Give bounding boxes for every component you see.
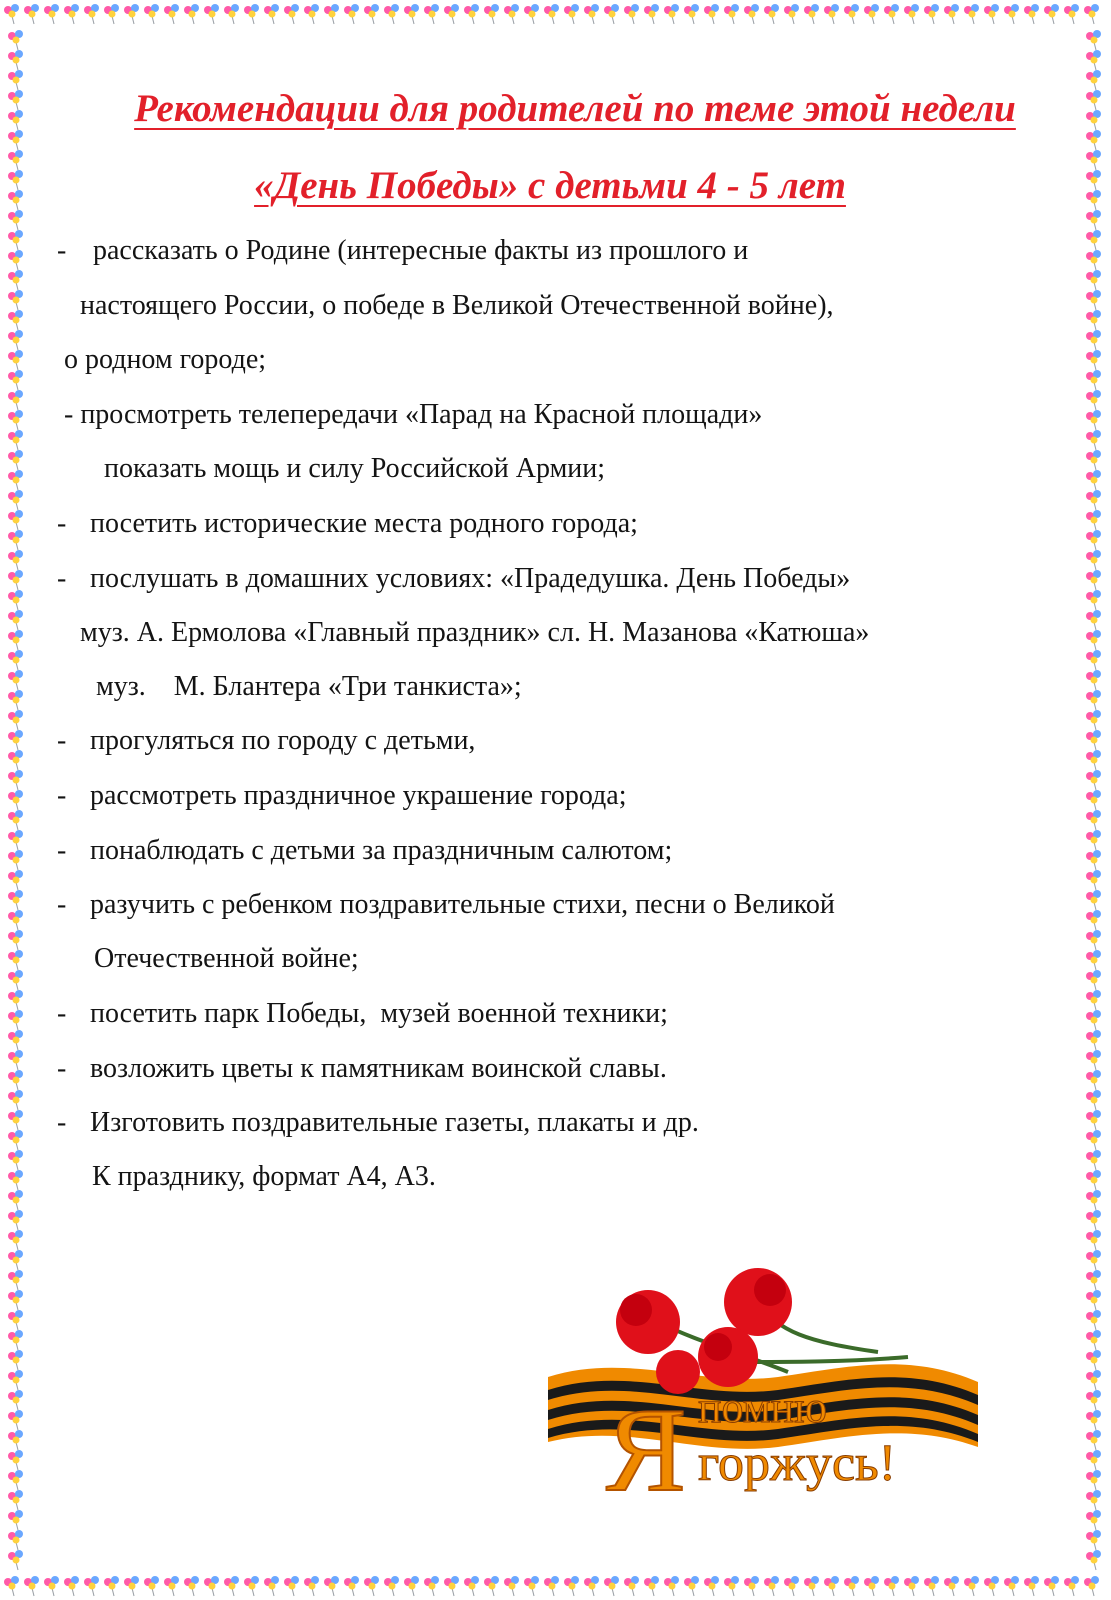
list-item-line: о родном городе; [64, 344, 267, 375]
balloon-icon [8, 1370, 23, 1390]
balloon-icon [8, 290, 23, 310]
balloon-icon [1086, 1370, 1101, 1390]
balloon-icon [8, 330, 23, 350]
balloon-icon [1086, 650, 1101, 670]
balloon-icon [1086, 250, 1101, 270]
balloon-icon [8, 50, 23, 70]
balloon-icon [8, 790, 23, 810]
balloon-icon [184, 4, 199, 24]
balloon-icon [544, 4, 559, 24]
balloon-icon [504, 4, 519, 24]
balloon-icon [24, 4, 39, 24]
balloon-icon [8, 250, 23, 270]
list-item-line: возложить цветы к памятникам воинской славы. [90, 1053, 667, 1084]
balloon-icon [644, 4, 659, 24]
balloon-icon [1086, 1270, 1101, 1290]
balloon-icon [8, 1270, 23, 1290]
balloon-icon [1086, 1350, 1101, 1370]
balloon-icon [924, 4, 939, 24]
balloon-icon [8, 970, 23, 990]
balloon-icon [364, 1576, 379, 1596]
balloon-icon [8, 1110, 23, 1130]
balloon-icon [304, 4, 319, 24]
balloon-icon [524, 4, 539, 24]
balloon-icon [1086, 950, 1101, 970]
bullet-dash: - [57, 508, 67, 539]
balloon-icon [8, 210, 23, 230]
balloon-icon [664, 1576, 679, 1596]
balloon-icon [1086, 830, 1101, 850]
balloon-icon [4, 1576, 19, 1596]
balloon-icon [724, 1576, 739, 1596]
balloon-icon [1086, 710, 1101, 730]
balloon-icon [424, 4, 439, 24]
page-title: Рекомендации для родителей по теме этой недели [134, 87, 1016, 130]
balloon-icon [104, 1576, 119, 1596]
balloon-icon [684, 4, 699, 24]
balloon-icon [84, 1576, 99, 1596]
balloon-icon [1004, 4, 1019, 24]
balloon-icon [8, 670, 23, 690]
balloon-icon [8, 230, 23, 250]
page-subtitle: «День Победы» с детьми 4 - 5 лет [254, 164, 846, 207]
balloon-icon [604, 1576, 619, 1596]
balloon-icon [8, 150, 23, 170]
balloon-icon [1086, 1330, 1101, 1350]
balloon-icon [904, 4, 919, 24]
balloon-icon [1086, 230, 1101, 250]
bullet-dash: - [57, 1053, 67, 1084]
balloon-icon [344, 1576, 359, 1596]
balloon-icon [1086, 470, 1101, 490]
balloon-icon [264, 1576, 279, 1596]
balloon-icon [504, 1576, 519, 1596]
list-item-line: послушать в домашних условиях: «Прадедушка. День Победы» [90, 563, 851, 594]
balloon-icon [544, 1576, 559, 1596]
balloon-icon [1086, 1050, 1101, 1070]
balloon-icon [1084, 1576, 1099, 1596]
balloon-icon [684, 1576, 699, 1596]
balloon-icon [1086, 350, 1101, 370]
balloon-icon [8, 830, 23, 850]
balloon-icon [1086, 1250, 1101, 1270]
balloon-icon [664, 4, 679, 24]
balloon-icon [1086, 430, 1101, 450]
balloon-icon [1086, 170, 1101, 190]
balloon-icon [1086, 130, 1101, 150]
balloon-icon [8, 510, 23, 530]
balloon-icon [8, 1290, 23, 1310]
balloon-icon [204, 1576, 219, 1596]
balloon-icon [1086, 390, 1101, 410]
balloon-icon [8, 70, 23, 90]
balloon-icon [1086, 1110, 1101, 1130]
balloon-icon [1086, 790, 1101, 810]
balloon-icon [224, 1576, 239, 1596]
balloon-icon [324, 1576, 339, 1596]
balloon-icon [1086, 370, 1101, 390]
list-item-line: - просмотреть телепередачи «Парад на Красной площади» [64, 399, 763, 430]
balloon-icon [404, 4, 419, 24]
balloon-icon [1086, 1530, 1101, 1550]
balloon-icon [1086, 1510, 1101, 1530]
balloon-icon [244, 4, 259, 24]
balloon-icon [8, 450, 23, 470]
balloon-icon [1086, 1490, 1101, 1510]
balloon-icon [1086, 670, 1101, 690]
balloon-icon [764, 4, 779, 24]
balloon-icon [444, 4, 459, 24]
balloon-icon [8, 1130, 23, 1150]
balloon-icon [8, 1490, 23, 1510]
balloon-icon [1044, 4, 1059, 24]
balloon-icon [8, 1530, 23, 1550]
balloon-icon [984, 4, 999, 24]
balloon-icon [284, 1576, 299, 1596]
bullet-dash: - [57, 835, 67, 866]
balloon-icon [1024, 1576, 1039, 1596]
balloon-icon [8, 930, 23, 950]
balloon-icon [8, 490, 23, 510]
emblem-word-remember: помню [698, 1383, 827, 1432]
balloon-icon [8, 1030, 23, 1050]
balloon-icon [924, 1576, 939, 1596]
balloon-icon [344, 4, 359, 24]
balloon-icon [4, 4, 19, 24]
balloon-icon [324, 4, 339, 24]
balloon-icon [8, 1230, 23, 1250]
balloon-icon [8, 1550, 23, 1570]
balloon-icon [8, 990, 23, 1010]
balloon-icon [604, 4, 619, 24]
balloon-icon [8, 610, 23, 630]
balloon-icon [164, 1576, 179, 1596]
balloon-icon [804, 4, 819, 24]
balloon-icon [8, 1010, 23, 1030]
balloon-icon [704, 1576, 719, 1596]
balloon-icon [8, 530, 23, 550]
balloon-icon [1086, 310, 1101, 330]
balloon-icon [384, 1576, 399, 1596]
balloon-icon [524, 1576, 539, 1596]
balloon-icon [1086, 1430, 1101, 1450]
balloon-icon [1086, 1070, 1101, 1090]
balloon-icon [404, 1576, 419, 1596]
balloon-icon [864, 4, 879, 24]
balloon-icon [1086, 1470, 1101, 1490]
balloon-icon [1086, 50, 1101, 70]
balloon-icon [8, 110, 23, 130]
balloon-icon [484, 1576, 499, 1596]
balloon-icon [1086, 930, 1101, 950]
balloon-icon [64, 1576, 79, 1596]
balloon-icon [984, 1576, 999, 1596]
balloon-icon [1086, 1410, 1101, 1430]
balloon-icon [1086, 610, 1101, 630]
balloon-icon [384, 4, 399, 24]
balloon-icon [124, 1576, 139, 1596]
balloon-icon [8, 470, 23, 490]
balloon-icon [904, 1576, 919, 1596]
balloon-icon [8, 850, 23, 870]
balloon-icon [1086, 890, 1101, 910]
balloon-icon [8, 770, 23, 790]
balloon-icon [1086, 570, 1101, 590]
balloon-icon [8, 1410, 23, 1430]
balloon-icon [424, 1576, 439, 1596]
balloon-icon [8, 270, 23, 290]
balloon-icon [1086, 770, 1101, 790]
balloon-icon [1086, 1130, 1101, 1150]
balloon-icon [264, 4, 279, 24]
list-item-line: прогуляться по городу с детьми, [90, 725, 476, 756]
list-item-line: разучить с ребенком поздравительные стихи, песни о Великой [90, 889, 835, 920]
balloon-icon [1086, 1450, 1101, 1470]
balloon-icon [8, 1090, 23, 1110]
balloon-icon [144, 1576, 159, 1596]
balloon-icon [804, 1576, 819, 1596]
balloon-icon [8, 630, 23, 650]
balloon-icon [8, 170, 23, 190]
balloon-icon [864, 1576, 879, 1596]
balloon-icon [1086, 1230, 1101, 1250]
balloon-icon [8, 870, 23, 890]
balloon-icon [1044, 1576, 1059, 1596]
bullet-dash: - [57, 563, 67, 594]
balloon-icon [1086, 1090, 1101, 1110]
balloon-icon [1086, 1010, 1101, 1030]
balloon-icon [8, 690, 23, 710]
balloon-icon [8, 570, 23, 590]
list-item-line: показать мощь и силу Российской Армии; [104, 453, 606, 484]
list-item-line: настоящего России, о победе в Великой Отечественной войне), [80, 290, 834, 321]
balloon-icon [1086, 1390, 1101, 1410]
balloon-icon [1086, 730, 1101, 750]
list-item-line: муз. А. Ермолова «Главный праздник» сл. Н. Мазанова «Катюша» [80, 617, 870, 648]
balloon-icon [1086, 970, 1101, 990]
balloon-icon [8, 370, 23, 390]
balloon-icon [8, 810, 23, 830]
balloon-icon [1086, 870, 1101, 890]
balloon-icon [1084, 4, 1099, 24]
balloon-icon [624, 4, 639, 24]
balloon-icon [824, 1576, 839, 1596]
balloon-icon [8, 1150, 23, 1170]
balloon-icon [8, 1250, 23, 1270]
balloon-icon [1086, 1290, 1101, 1310]
balloon-icon [964, 4, 979, 24]
balloon-icon [884, 4, 899, 24]
balloon-icon [8, 130, 23, 150]
balloon-icon [644, 1576, 659, 1596]
balloon-icon [8, 1390, 23, 1410]
balloon-icon [224, 4, 239, 24]
balloon-icon [1086, 1550, 1101, 1570]
balloon-icon [724, 4, 739, 24]
balloon-icon [484, 4, 499, 24]
list-item-line: Отечественной войне; [94, 943, 359, 974]
balloon-icon [704, 4, 719, 24]
balloon-icon [1086, 510, 1101, 530]
balloon-icon [8, 1310, 23, 1330]
balloon-icon [564, 1576, 579, 1596]
balloon-icon [1086, 910, 1101, 930]
list-item-line: К празднику, формат А4, А3. [92, 1161, 436, 1192]
balloon-icon [944, 4, 959, 24]
balloon-icon [1086, 30, 1101, 50]
balloon-icon [244, 1576, 259, 1596]
balloon-icon [8, 650, 23, 670]
balloon-icon [8, 410, 23, 430]
balloon-icon [1086, 590, 1101, 610]
balloon-icon [1086, 850, 1101, 870]
balloon-icon [44, 4, 59, 24]
bullet-dash: - [57, 725, 67, 756]
balloon-icon [1024, 4, 1039, 24]
balloon-icon [8, 1050, 23, 1070]
balloon-icon [564, 4, 579, 24]
balloon-icon [44, 1576, 59, 1596]
balloon-icon [8, 1450, 23, 1470]
balloon-icon [1086, 690, 1101, 710]
victory-emblem [548, 1262, 988, 1522]
balloon-icon [8, 1330, 23, 1350]
balloon-icon [8, 350, 23, 370]
balloon-icon [784, 4, 799, 24]
balloon-icon [744, 1576, 759, 1596]
balloon-icon [1086, 290, 1101, 310]
balloon-icon [104, 4, 119, 24]
balloon-icon [1086, 1190, 1101, 1210]
balloon-icon [8, 890, 23, 910]
balloon-icon [1086, 410, 1101, 430]
balloon-icon [1086, 190, 1101, 210]
balloon-icon [1086, 1150, 1101, 1170]
balloon-icon [284, 4, 299, 24]
balloon-icon [1004, 1576, 1019, 1596]
bullet-dash: - [57, 780, 67, 811]
balloon-icon [1086, 1310, 1101, 1330]
balloon-icon [8, 550, 23, 570]
balloon-icon [1086, 750, 1101, 770]
balloon-icon [8, 90, 23, 110]
list-item-line: посетить исторические места родного города; [90, 508, 638, 539]
balloon-icon [1086, 630, 1101, 650]
balloon-icon [1086, 1210, 1101, 1230]
balloon-icon [8, 1470, 23, 1490]
balloon-icon [764, 1576, 779, 1596]
balloon-icon [8, 590, 23, 610]
bullet-dash: - [57, 1107, 67, 1138]
balloon-icon [1086, 270, 1101, 290]
balloon-icon [8, 1350, 23, 1370]
balloon-icon [164, 4, 179, 24]
balloon-icon [1064, 1576, 1079, 1596]
balloon-icon [1086, 1170, 1101, 1190]
balloon-icon [444, 1576, 459, 1596]
list-item-line: Изготовить поздравительные газеты, плакаты и др. [90, 1107, 699, 1138]
balloon-icon [8, 1430, 23, 1450]
balloon-icon [624, 1576, 639, 1596]
balloon-icon [204, 4, 219, 24]
balloon-icon [584, 1576, 599, 1596]
emblem-big-letter: Я [606, 1383, 687, 1516]
balloon-icon [584, 4, 599, 24]
balloon-icon [464, 4, 479, 24]
balloon-icon [1064, 4, 1079, 24]
balloon-icon [8, 1070, 23, 1090]
list-item-line: посетить парк Победы, музей военной техники; [90, 998, 668, 1029]
balloon-icon [304, 1576, 319, 1596]
bullet-dash: - [57, 998, 67, 1029]
balloon-icon [1086, 490, 1101, 510]
balloon-icon [144, 4, 159, 24]
list-item-line: понаблюдать с детьми за праздничным салютом; [90, 835, 673, 866]
balloon-icon [1086, 210, 1101, 230]
balloon-icon [8, 1210, 23, 1230]
list-item-line: рассказать о Родине (интересные факты из прошлого и [93, 235, 749, 266]
balloon-icon [184, 1576, 199, 1596]
balloon-icon [844, 4, 859, 24]
list-item-line: рассмотреть праздничное украшение города; [90, 780, 627, 811]
balloon-icon [1086, 1030, 1101, 1050]
balloon-icon [8, 750, 23, 770]
balloon-icon [24, 1576, 39, 1596]
balloon-icon [8, 190, 23, 210]
balloon-icon [944, 1576, 959, 1596]
balloon-icon [8, 430, 23, 450]
balloon-icon [1086, 810, 1101, 830]
balloon-icon [744, 4, 759, 24]
balloon-icon [1086, 530, 1101, 550]
balloon-icon [884, 1576, 899, 1596]
balloon-icon [64, 4, 79, 24]
bullet-dash: - [57, 235, 67, 266]
balloon-icon [1086, 990, 1101, 1010]
balloon-icon [8, 730, 23, 750]
balloon-icon [464, 1576, 479, 1596]
balloon-icon [8, 1170, 23, 1190]
balloon-icon [8, 390, 23, 410]
balloon-icon [1086, 330, 1101, 350]
balloon-icon [364, 4, 379, 24]
balloon-icon [8, 710, 23, 730]
balloon-icon [8, 1510, 23, 1530]
balloon-icon [824, 4, 839, 24]
balloon-icon [1086, 450, 1101, 470]
balloon-icon [124, 4, 139, 24]
balloon-icon [1086, 150, 1101, 170]
balloon-icon [8, 310, 23, 330]
balloon-icon [8, 910, 23, 930]
balloon-icon [844, 1576, 859, 1596]
emblem-word-proud: горжусь! [698, 1435, 897, 1492]
balloon-icon [8, 30, 23, 50]
balloon-icon [1086, 550, 1101, 570]
balloon-icon [8, 1190, 23, 1210]
bullet-dash: - [57, 889, 67, 920]
balloon-icon [8, 950, 23, 970]
list-item-line: муз. М. Блантера «Три танкиста»; [96, 671, 522, 702]
balloon-icon [964, 1576, 979, 1596]
balloon-icon [84, 4, 99, 24]
balloon-icon [784, 1576, 799, 1596]
